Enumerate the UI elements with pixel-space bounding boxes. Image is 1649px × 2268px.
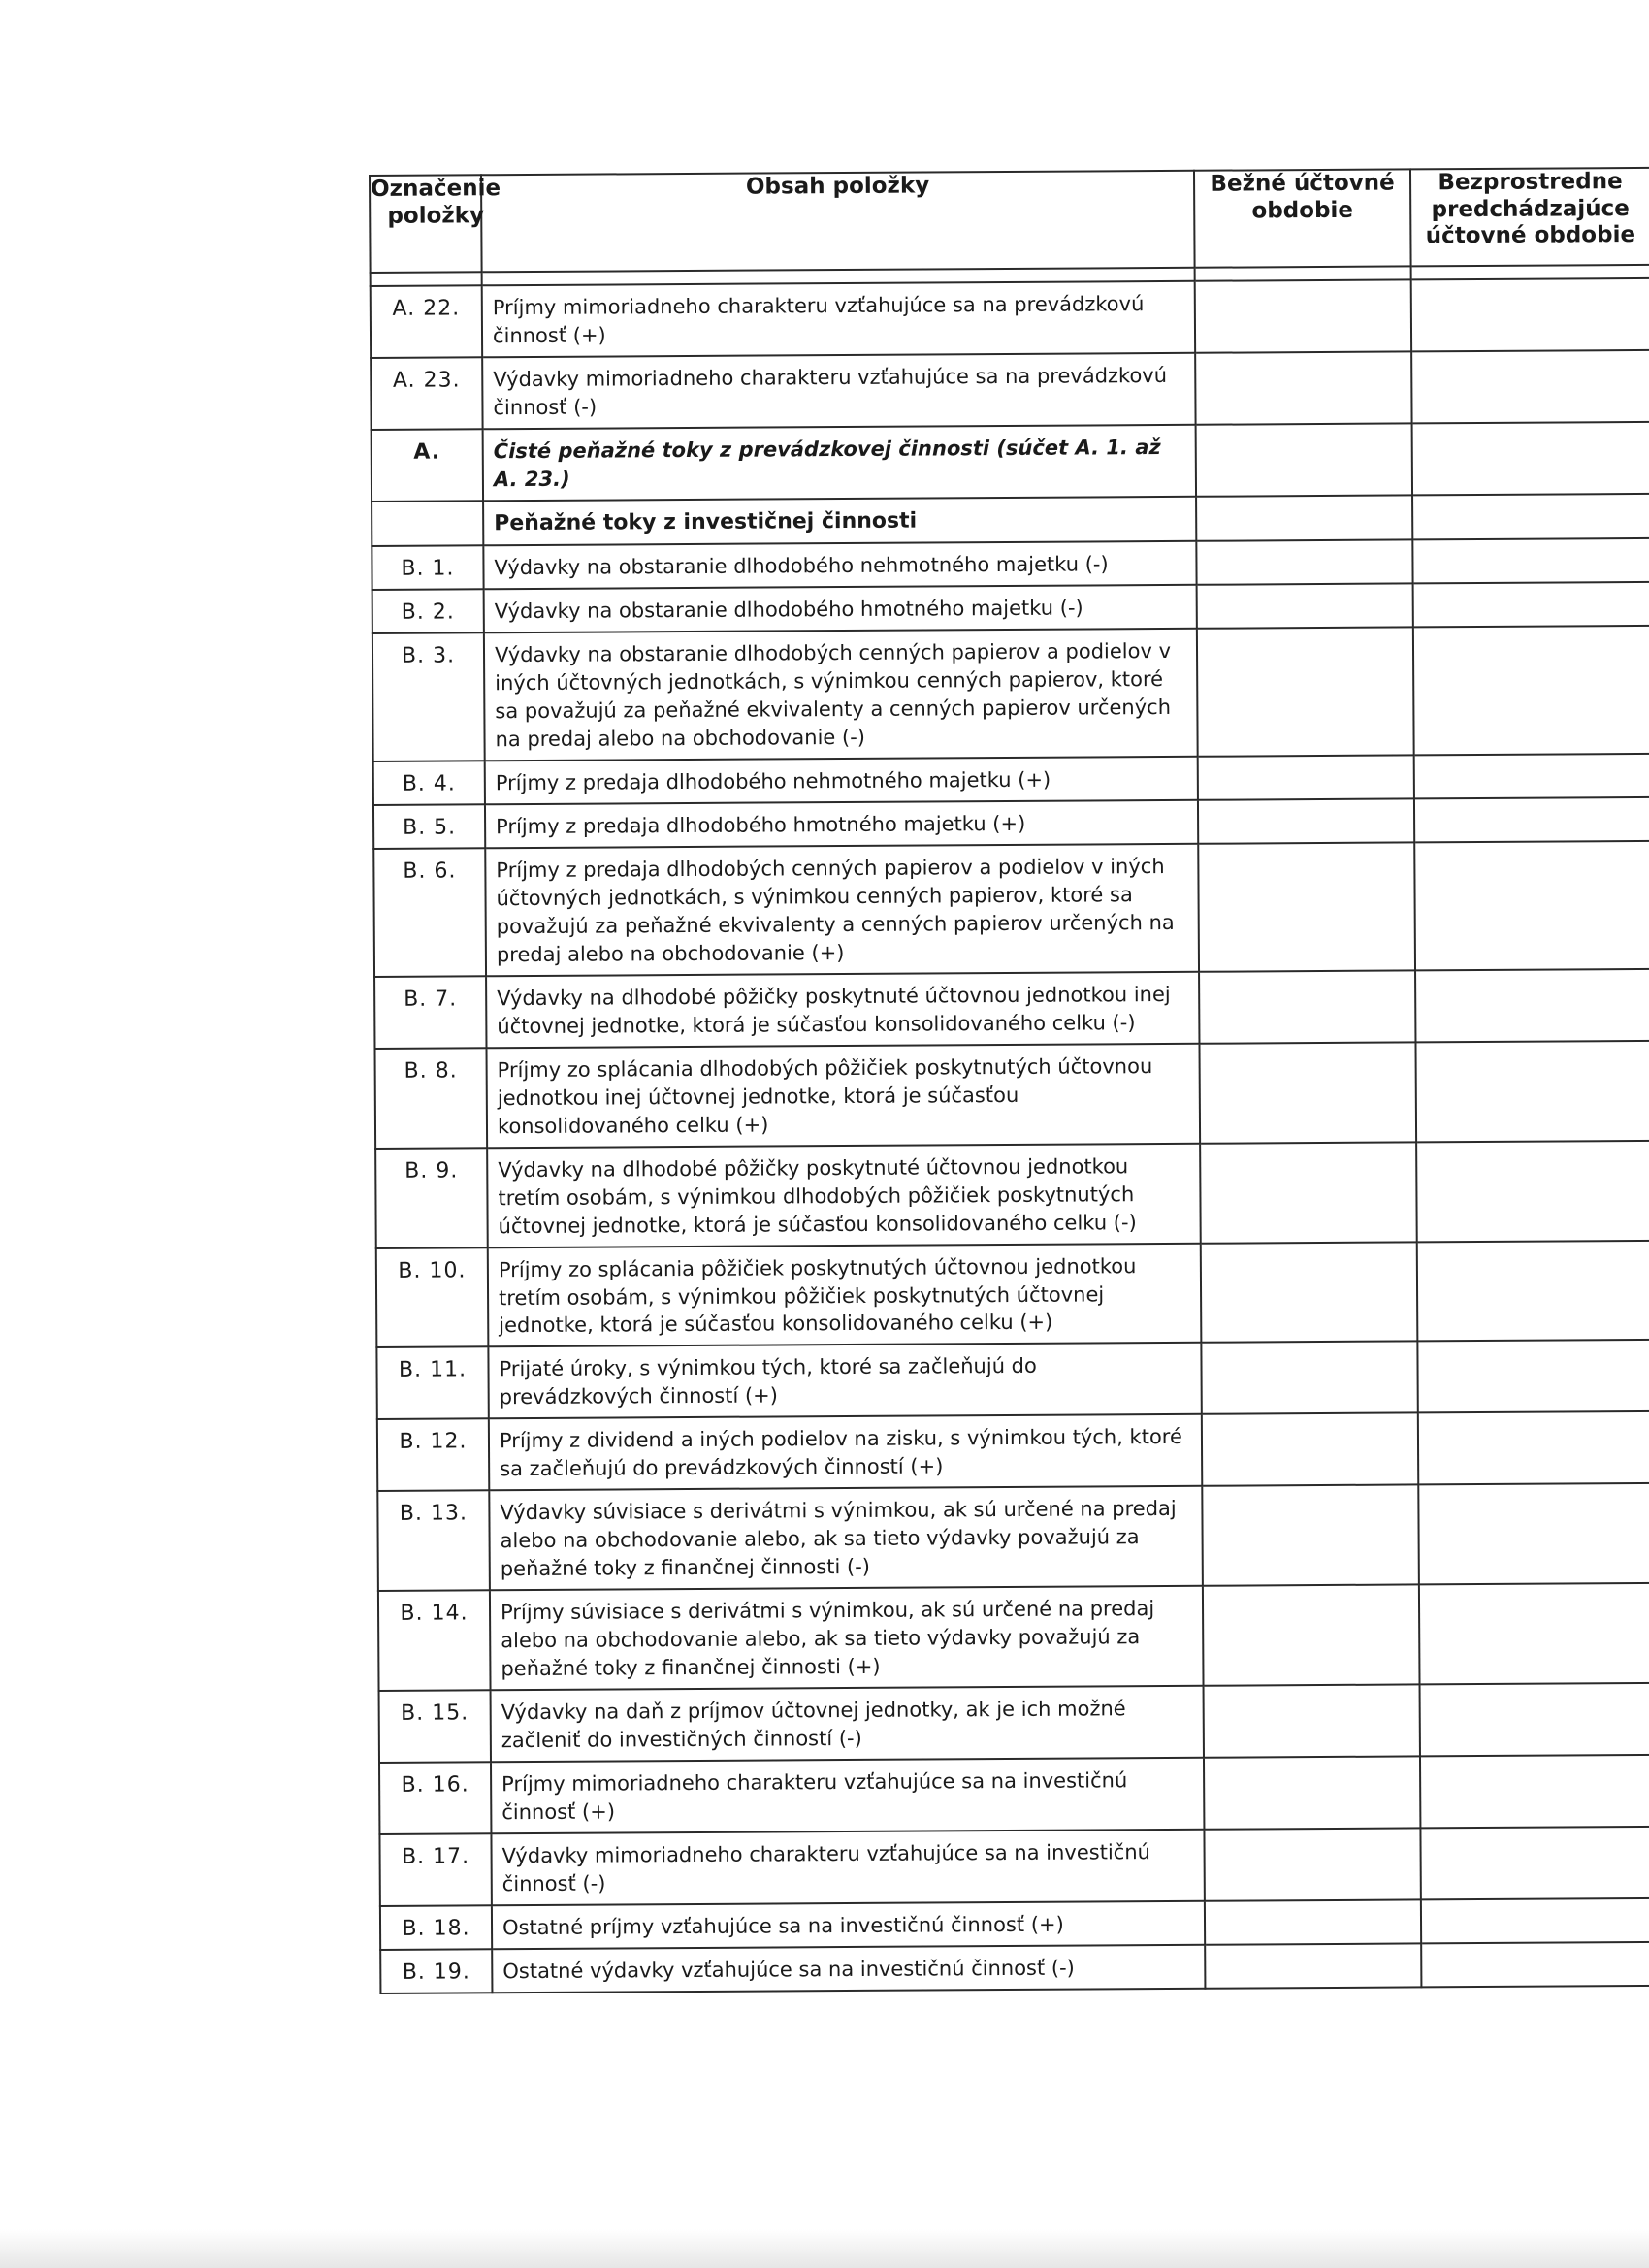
table-header-row bbox=[370, 168, 1649, 273]
header-code: Označenie položky bbox=[370, 175, 482, 273]
current-period-cell[interactable] bbox=[1198, 798, 1414, 843]
current-period-cell[interactable] bbox=[1196, 423, 1412, 496]
row-code: B. 11. bbox=[376, 1347, 488, 1420]
row-description: Výdavky na obstaranie dlhodobého nehmotného majetku (-) bbox=[483, 541, 1196, 589]
row-code: A. 23. bbox=[371, 357, 482, 430]
previous-period-cell[interactable] bbox=[1411, 278, 1649, 351]
row-code: B. 7. bbox=[374, 976, 486, 1049]
previous-period-cell[interactable] bbox=[1415, 969, 1649, 1042]
row-code: B. 6. bbox=[373, 848, 486, 977]
row-description: Výdavky na daň z príjmov účtovnej jednotky, ak je ich možné začleniť do investičných činností (-) bbox=[491, 1686, 1204, 1762]
row-description: Výdavky mimoriadneho charakteru vzťahujúce sa na investičnú činnosť (-) bbox=[491, 1830, 1204, 1905]
row-code: B. 15. bbox=[379, 1690, 491, 1763]
previous-period-cell[interactable] bbox=[1412, 494, 1649, 540]
table-row bbox=[376, 1240, 1649, 1347]
row-code: B. 13. bbox=[377, 1491, 490, 1592]
row-code: B. 8. bbox=[375, 1048, 488, 1149]
row-description: Výdavky na dlhodobé pôžičky poskytnuté účtovnou jednotkou tretím osobám, s výnimkou dlhodobých pôžičiek poskytnutých účtovnej jednotke, ktorá je súčasťou konsolidovaného celku (-) bbox=[487, 1143, 1201, 1247]
previous-period-cell[interactable] bbox=[1417, 1240, 1649, 1341]
previous-period-cell[interactable] bbox=[1413, 626, 1649, 755]
table-row bbox=[373, 841, 1649, 977]
row-code: B. 10. bbox=[376, 1247, 489, 1348]
current-period-cell[interactable] bbox=[1198, 842, 1415, 971]
previous-period-cell[interactable] bbox=[1415, 1041, 1649, 1142]
current-period-cell[interactable] bbox=[1205, 1943, 1421, 1988]
row-description: Príjmy z predaja dlhodobého hmotného majetku (+) bbox=[485, 800, 1198, 848]
current-period-cell[interactable] bbox=[1202, 1413, 1418, 1486]
row-description: Výdavky na obstaranie dlhodobých cenných papierov a podielov v iných účtovných jednotkách, s výnimkou cenných papierov, ktoré sa považujú za peňažné ekvivalenty a cenných papierov určených na predaj alebo na obchodovanie (-) bbox=[484, 629, 1198, 761]
row-code bbox=[372, 501, 483, 546]
previous-period-cell[interactable] bbox=[1420, 1827, 1649, 1899]
current-period-cell[interactable] bbox=[1198, 755, 1414, 799]
table-row bbox=[378, 1583, 1649, 1691]
previous-period-cell[interactable] bbox=[1414, 841, 1649, 970]
row-description: Prijaté úroky, s výnimkou tých, ktoré sa začleňujú do prevádzkových činností (+) bbox=[488, 1343, 1201, 1418]
current-period-cell[interactable] bbox=[1204, 1828, 1420, 1900]
previous-period-cell[interactable] bbox=[1411, 350, 1649, 423]
row-description: Výdavky mimoriadneho charakteru vzťahujúce sa na prevádzkovú činnosť (-) bbox=[482, 353, 1195, 429]
row-description: Ostatné príjmy vzťahujúce sa na investičnú činnosť (+) bbox=[492, 1901, 1205, 1949]
table-row bbox=[377, 1411, 1649, 1491]
table-row bbox=[380, 1942, 1649, 1993]
table-row bbox=[373, 754, 1649, 805]
current-period-cell[interactable] bbox=[1202, 1485, 1419, 1586]
row-description: Ostatné výdavky vzťahujúce sa na investičnú činnosť (-) bbox=[492, 1945, 1205, 1993]
row-code: B. 14. bbox=[378, 1590, 491, 1691]
current-period-cell[interactable] bbox=[1205, 1899, 1421, 1944]
row-code: B. 12. bbox=[377, 1419, 489, 1492]
table-row bbox=[372, 626, 1649, 761]
previous-period-cell[interactable] bbox=[1418, 1411, 1649, 1484]
table-row bbox=[379, 1827, 1649, 1906]
current-period-cell[interactable] bbox=[1196, 540, 1412, 585]
current-period-cell[interactable] bbox=[1204, 1685, 1420, 1758]
row-code: A. bbox=[372, 429, 483, 502]
header-previous-period: Bezprostredne predchádzajúce účtovné obdobie bbox=[1410, 168, 1649, 267]
table-row-total bbox=[372, 422, 1649, 502]
table-row bbox=[376, 1340, 1649, 1419]
current-period-cell[interactable] bbox=[1197, 584, 1413, 629]
table-row bbox=[372, 538, 1649, 590]
row-code: B. 18. bbox=[380, 1905, 492, 1950]
section-heading-row bbox=[372, 494, 1649, 546]
table-row bbox=[379, 1755, 1649, 1834]
row-code: B. 9. bbox=[375, 1148, 488, 1248]
row-description: Príjmy mimoriadneho charakteru vzťahujúce sa na investičnú činnosť (+) bbox=[491, 1758, 1204, 1833]
row-code: B. 1. bbox=[372, 545, 483, 590]
row-description: Čisté peňažné toky z prevádzkovej činnosti (súčet A. 1. až A. 23.) bbox=[483, 425, 1196, 501]
current-period-cell[interactable] bbox=[1197, 628, 1414, 757]
row-description: Príjmy z predaja dlhodobého nehmotného majetku (+) bbox=[485, 757, 1198, 804]
previous-period-cell[interactable] bbox=[1414, 797, 1649, 842]
row-description: Príjmy zo splácania pôžičiek poskytnutých účtovnou jednotkou tretím osobám, s výnimkou pôžičiek poskytnutých účtovnej jednotke, ktorá je súčasťou konsolidovaného celku (+) bbox=[488, 1243, 1202, 1346]
row-code: B. 17. bbox=[379, 1833, 491, 1906]
header-current-period: Bežné účtovné obdobie bbox=[1194, 169, 1411, 267]
table-row bbox=[374, 969, 1649, 1049]
current-period-cell[interactable] bbox=[1196, 495, 1412, 541]
row-code: B. 2. bbox=[372, 589, 484, 633]
row-description: Príjmy z dividend a iných podielov na zisku, s výnimkou tých, ktoré sa začleňujú do prevádzkových činností (+) bbox=[489, 1414, 1202, 1490]
previous-period-cell[interactable] bbox=[1420, 1755, 1649, 1828]
row-description: Príjmy mimoriadneho charakteru vzťahujúce sa na prevádzkovú činnosť (+) bbox=[482, 281, 1195, 357]
row-code: B. 19. bbox=[380, 1949, 492, 1993]
table-row bbox=[379, 1683, 1649, 1763]
current-period-cell[interactable] bbox=[1199, 970, 1415, 1043]
table-row bbox=[380, 1898, 1649, 1950]
current-period-cell[interactable] bbox=[1195, 351, 1411, 424]
table-row bbox=[373, 797, 1649, 849]
row-code: A. 22. bbox=[371, 285, 482, 358]
row-code: B. 3. bbox=[372, 632, 485, 761]
cash-flow-statement-sheet bbox=[369, 169, 1649, 1994]
previous-period-cell[interactable] bbox=[1417, 1340, 1649, 1412]
row-description: Príjmy súvisiace s derivátmi s výnimkou, ak sú určené na predaj alebo na obchodovanie alebo, ak sa tieto výdavky považujú za peňažné toky z finančnej činnosti (+) bbox=[490, 1586, 1204, 1690]
current-period-cell[interactable] bbox=[1199, 1042, 1416, 1143]
row-description: Výdavky súvisiace s derivátmi s výnimkou, ak sú určené na predaj alebo na obchodovanie alebo, ak sa tieto výdavky považujú za peňažné toky z finančnej činnosti (-) bbox=[489, 1486, 1203, 1590]
row-code: B. 5. bbox=[373, 804, 485, 849]
previous-period-cell[interactable] bbox=[1421, 1942, 1649, 1987]
scan-page-edge bbox=[0, 2229, 1649, 2268]
current-period-cell[interactable] bbox=[1201, 1342, 1417, 1414]
cash-flow-table bbox=[369, 167, 1649, 1994]
table-row bbox=[377, 1483, 1649, 1591]
previous-period-cell[interactable] bbox=[1421, 1898, 1649, 1943]
row-description: Výdavky na dlhodobé pôžičky poskytnuté účtovnou jednotkou inej účtovnej jednotke, ktorá je súčasťou konsolidovaného celku (-) bbox=[486, 972, 1199, 1048]
previous-period-cell[interactable] bbox=[1413, 582, 1649, 627]
table-row bbox=[375, 1041, 1649, 1149]
previous-period-cell[interactable] bbox=[1412, 538, 1649, 583]
previous-period-cell[interactable] bbox=[1412, 422, 1649, 495]
row-code: B. 4. bbox=[373, 761, 485, 805]
row-description: Príjmy z predaja dlhodobých cenných papierov a podielov v iných účtovných jednotkách, s výnimkou cenných papierov, ktoré sa považujú za peňažné ekvivalenty a cenných papierov určených na predaj alebo na obchodovanie (+) bbox=[485, 844, 1199, 976]
table-row bbox=[375, 1141, 1649, 1248]
current-period-cell[interactable] bbox=[1204, 1756, 1420, 1829]
current-period-cell[interactable] bbox=[1195, 279, 1411, 352]
table-row bbox=[372, 582, 1649, 633]
section-heading: Peňažné toky z investičnej činnosti bbox=[483, 497, 1196, 546]
header-content: Obsah položky bbox=[481, 171, 1195, 272]
current-period-cell[interactable] bbox=[1200, 1142, 1417, 1243]
current-period-cell[interactable] bbox=[1203, 1585, 1420, 1686]
previous-period-cell[interactable] bbox=[1419, 1583, 1649, 1684]
previous-period-cell[interactable] bbox=[1420, 1683, 1649, 1756]
row-code: B. 16. bbox=[379, 1762, 491, 1834]
previous-period-cell[interactable] bbox=[1418, 1483, 1649, 1584]
table-row bbox=[371, 350, 1649, 430]
row-description: Výdavky na obstaranie dlhodobého hmotného majetku (-) bbox=[484, 585, 1197, 632]
current-period-cell[interactable] bbox=[1201, 1242, 1418, 1343]
previous-period-cell[interactable] bbox=[1416, 1141, 1649, 1242]
row-description: Príjmy zo splácania dlhodobých pôžičiek poskytnutých účtovnou jednotkou inej účtovnej jednotke, ktorá je súčasťou konsolidovaného celku (+) bbox=[487, 1044, 1201, 1148]
previous-period-cell[interactable] bbox=[1414, 754, 1649, 798]
table-row bbox=[371, 278, 1649, 358]
